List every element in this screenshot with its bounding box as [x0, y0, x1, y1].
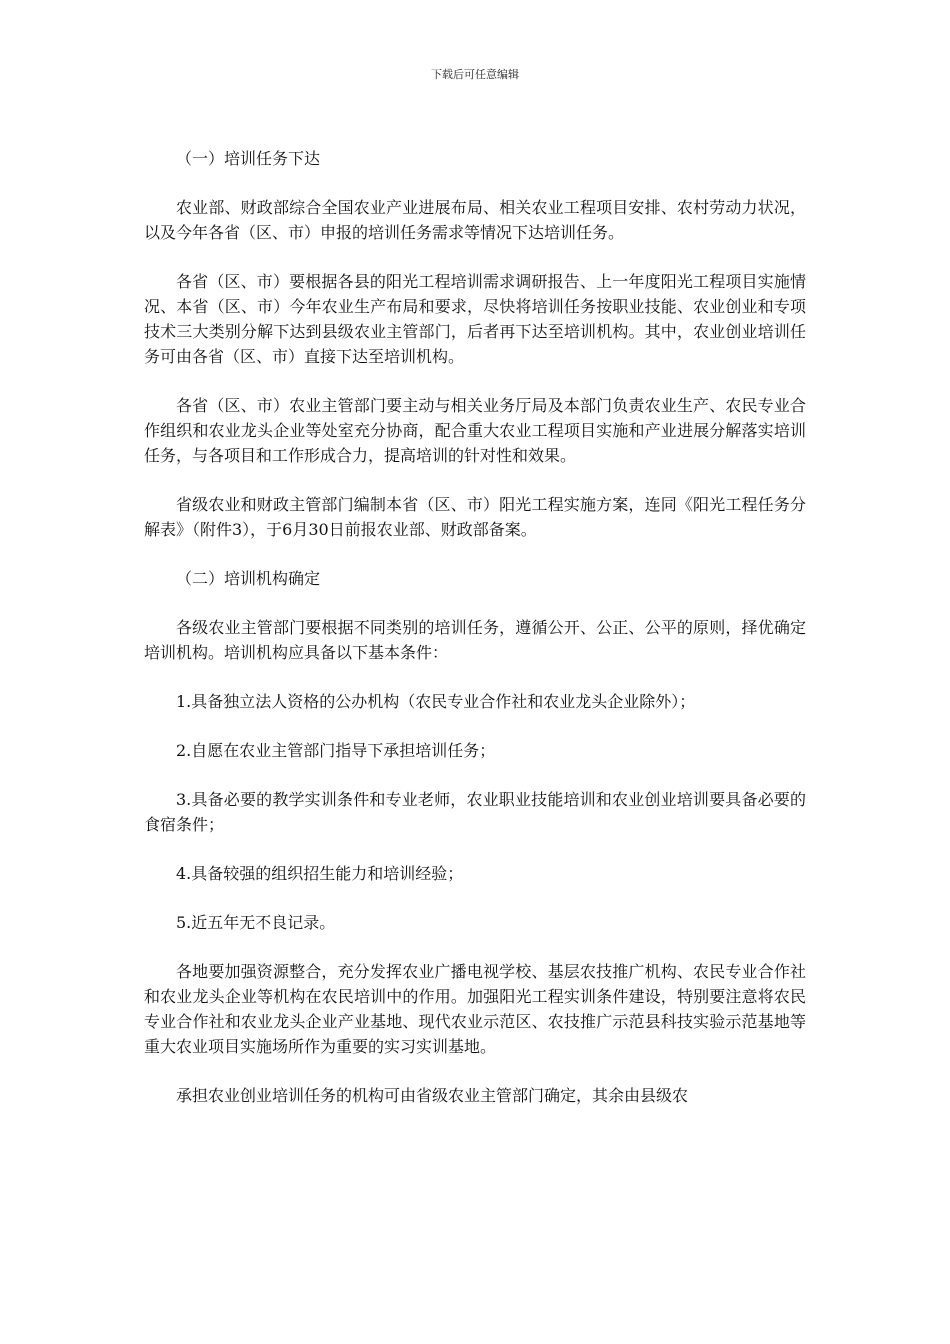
page-header: 下载后可任意编辑 [431, 68, 519, 81]
condition-item-5: 5.近五年无不良记录。 [176, 913, 336, 932]
paragraph-task-overview: 农业部、财政部综合全国农业产业进展布局、相关农业工程项目安排、农村劳动力状况，以及今年各省（区、市）申报的培训任务需求等情况下达培训任务。 [144, 198, 806, 242]
condition-item-2: 2.自愿在农业主管部门指导下承担培训任务； [176, 741, 496, 760]
section-heading-institution-selection: （二）培训机构确定 [176, 569, 321, 588]
paragraph-coordination: 各省（区、市）农业主管部门要主动与相关业务厅局及本部门负责农业生产、农民专业合作组织和农业龙头企业等处室充分协商，配合重大农业工程项目实施和产业进展分解落实培训任务，与各项目和工作形成合力，提高培训的针对性和效果。 [144, 396, 806, 465]
document-body [144, 146, 806, 1108]
paragraph-selection-principles: 各级农业主管部门要根据不同类别的培训任务，遵循公开、公正、公平的原则，择优确定培训机构。培训机构应具备以下基本条件： [144, 618, 806, 662]
condition-item-3: 3.具备必要的教学实训条件和专业老师，农业职业技能培训和农业创业培训要具备必要的食宿条件； [144, 790, 806, 834]
paragraph-resource-integration: 各地要加强资源整合，充分发挥农业广播电视学校、基层农技推广机构、农民专业合作社和农业龙头企业等机构在农民培训中的作用。加强阳光工程实训条件建设，特别要注意将农民专业合作社和农业龙头企业产业基地、现代农业示范区、农技推广示范县科技实验示范基地等重大农业项目实施场所作为重要的实习实训基地。 [144, 962, 806, 1056]
condition-item-4: 4.具备较强的组织招生能力和培训经验； [176, 864, 464, 883]
paragraph-entrepreneurship-institutions: 承担农业创业培训任务的机构可由省级农业主管部门确定，其余由县级农 [176, 1086, 689, 1105]
paragraph-implementation-plan: 省级农业和财政主管部门编制本省（区、市）阳光工程实施方案，连同《阳光工程任务分解表》（附件3），于6月30日前报农业部、财政部备案。 [144, 495, 806, 539]
paragraph-provincial-breakdown: 各省（区、市）要根据各县的阳光工程培训需求调研报告、上一年度阳光工程项目实施情况、本省（区、市）今年农业生产布局和要求，尽快将培训任务按职业技能、农业创业和专项技术三大类别分解下达到县级农业主管部门，后者再下达至培训机构。其中，农业创业培训任务可由各省（区、市）直接下达至培训机构。 [144, 272, 806, 366]
section-heading-task-assignment: （一）培训任务下达 [176, 149, 321, 168]
condition-item-1: 1.具备独立法人资格的公办机构（农民专业合作社和农业龙头企业除外）； [176, 692, 696, 711]
